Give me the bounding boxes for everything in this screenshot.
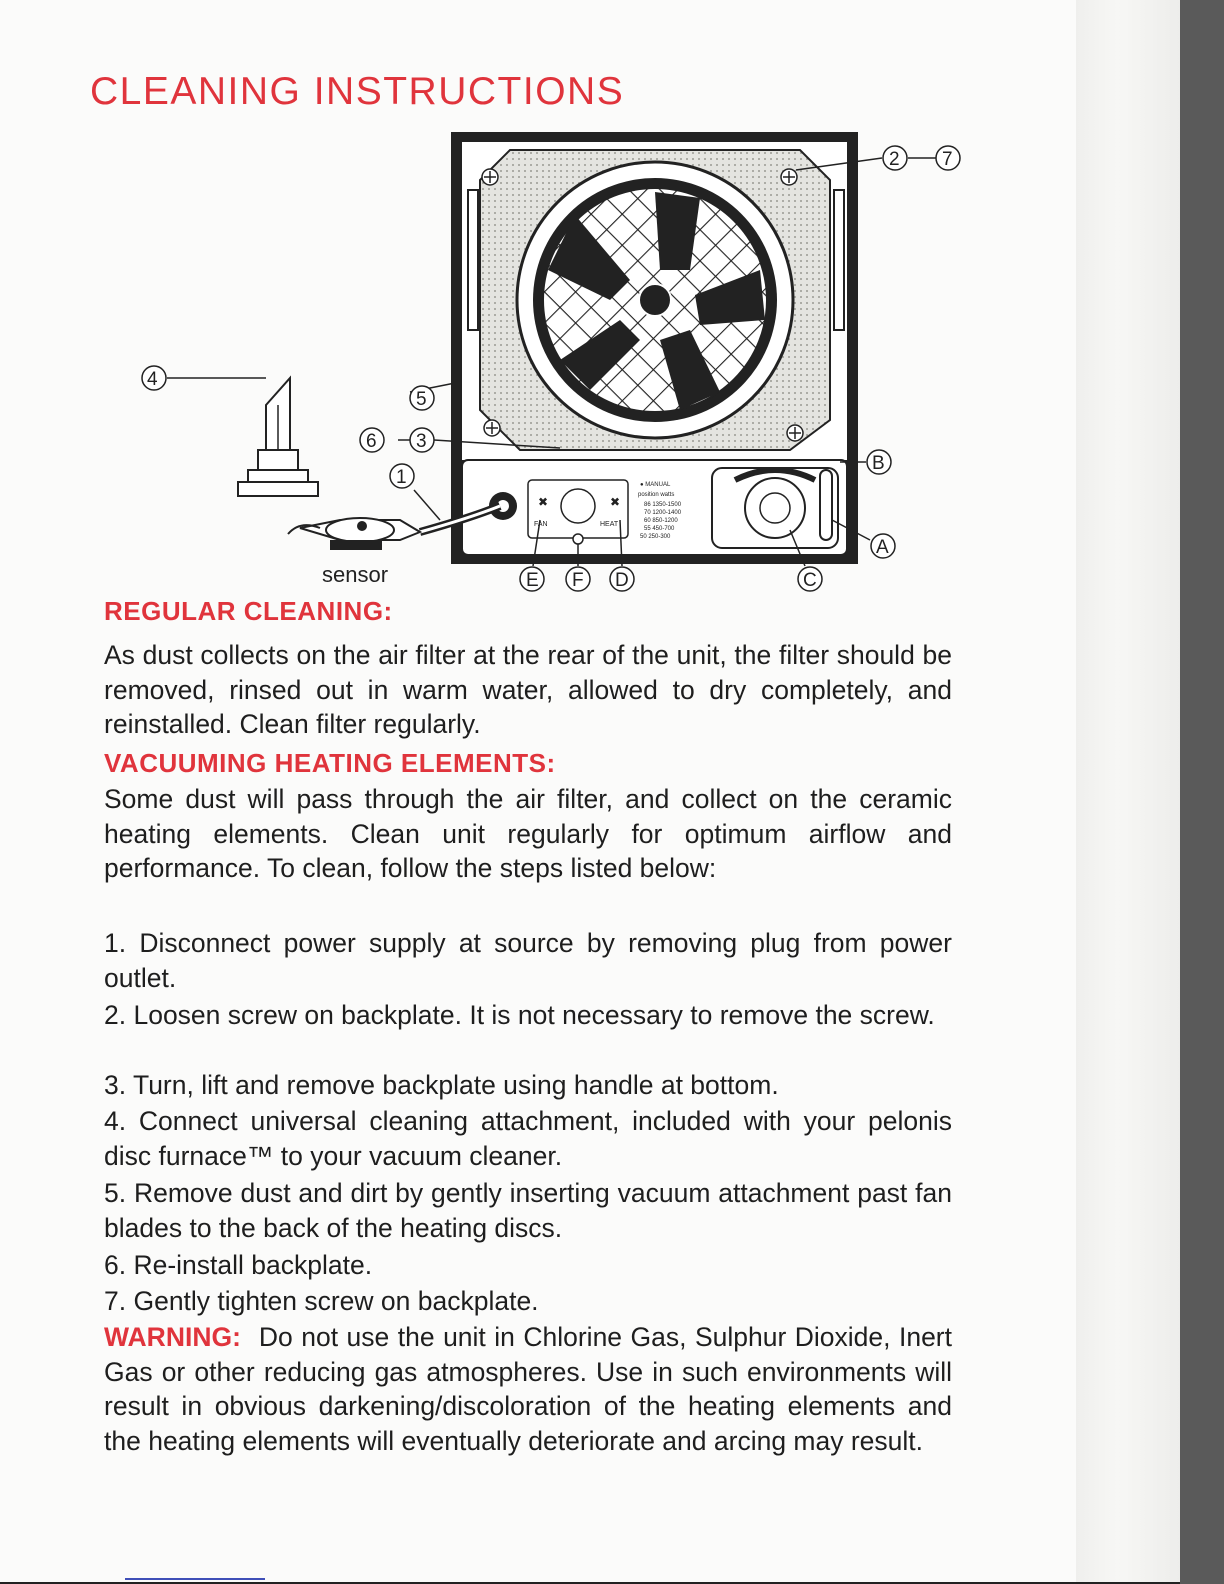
regular-cleaning-heading: REGULAR CLEANING: [104,596,393,626]
warning-text: Do not use the unit in Chlorine Gas, Sulphur Dioxide, Inert Gas or other reducing gas atmospheres. Use in such environments will result in obvious darkening/discoloration of the heating elements and the heating elements will eventually deteriorate and arcing may result. [104,1322,952,1456]
svg-text:✖: ✖ [538,495,549,509]
svg-text:FAN: FAN [534,521,548,528]
heater-diagram [0,120,1000,620]
svg-text:55 450-700: 55 450-700 [644,526,675,532]
svg-text:5: 5 [416,389,427,410]
svg-text:● MANUAL: ● MANUAL [640,482,671,488]
svg-text:6: 6 [366,431,377,452]
svg-text:50 250-300: 50 250-300 [640,534,671,540]
svg-text:D: D [615,570,629,591]
svg-text:86 1350-1500: 86 1350-1500 [644,502,682,508]
heater-body [451,132,858,564]
callout-7 [936,146,960,170]
callout-4 [142,366,166,390]
bottom-rule [125,1578,265,1580]
callout-2 [883,146,907,170]
step-2: 2. Loosen screw on backplate. It is not necessary to remove the screw. [104,1000,935,1030]
step-6: 6. Re-install backplate. [104,1250,373,1280]
callout-C [798,567,822,591]
callout-E [520,567,544,591]
svg-text:B: B [872,453,885,474]
warning-label: WARNING: [104,1322,241,1352]
vacuuming-text: Some dust will pass through the air filter, and collect on the ceramic heating elements. Clean unit regularly for optimum airflow and performance. To clean, follow the steps listed below: [104,784,952,883]
svg-text:✖: ✖ [610,495,621,509]
callout-1 [390,464,414,488]
svg-text:position watts: position watts [638,492,675,498]
page-title: CLEANING INSTRUCTIONS [90,70,625,113]
page-edge-shadow [1076,0,1180,1584]
callout-A [871,534,895,558]
step-7: 7. Gently tighten screw on backplate. [104,1286,539,1316]
svg-text:70 1200-1400: 70 1200-1400 [644,510,682,516]
svg-text:F: F [572,570,584,591]
svg-text:A: A [876,537,889,558]
step-5: 5. Remove dust and dirt by gently inserting vacuum attachment past fan blades to the back of the heating discs. [104,1178,952,1243]
step-1: 1. Disconnect power supply at source by removing plug from power outlet. [104,928,952,993]
sensor-label: sensor [322,562,389,587]
svg-text:60 850-1200: 60 850-1200 [644,518,678,524]
callout-6 [360,428,384,452]
callout-5 [410,386,434,410]
svg-text:E: E [526,570,539,591]
svg-text:C: C [803,570,817,591]
callout-D [610,567,634,591]
callout-F [566,567,590,591]
warning-paragraph [104,1320,952,1458]
svg-text:4: 4 [147,369,158,390]
step-4: 4. Connect universal cleaning attachment, included with your pelonis disc furnace™ to your vacuum cleaner. [104,1106,952,1171]
callout-3 [410,428,434,452]
svg-text:3: 3 [416,431,427,452]
svg-text:2: 2 [889,149,900,170]
svg-text:1: 1 [396,467,407,488]
callout-B [867,450,891,474]
vacuuming-heading: VACUUMING HEATING ELEMENTS: [104,748,556,778]
vacuum-attachment [238,378,318,496]
step-3: 3. Turn, lift and remove backplate using handle at bottom. [104,1070,779,1100]
regular-cleaning-text: As dust collects on the air filter at the rear of the unit, the filter should be removed, rinsed out in warm water, allowed to dry completely, and reinstalled. Clean filter regularly. [104,640,952,739]
svg-text:7: 7 [942,149,953,170]
svg-text:HEAT: HEAT [600,521,619,528]
